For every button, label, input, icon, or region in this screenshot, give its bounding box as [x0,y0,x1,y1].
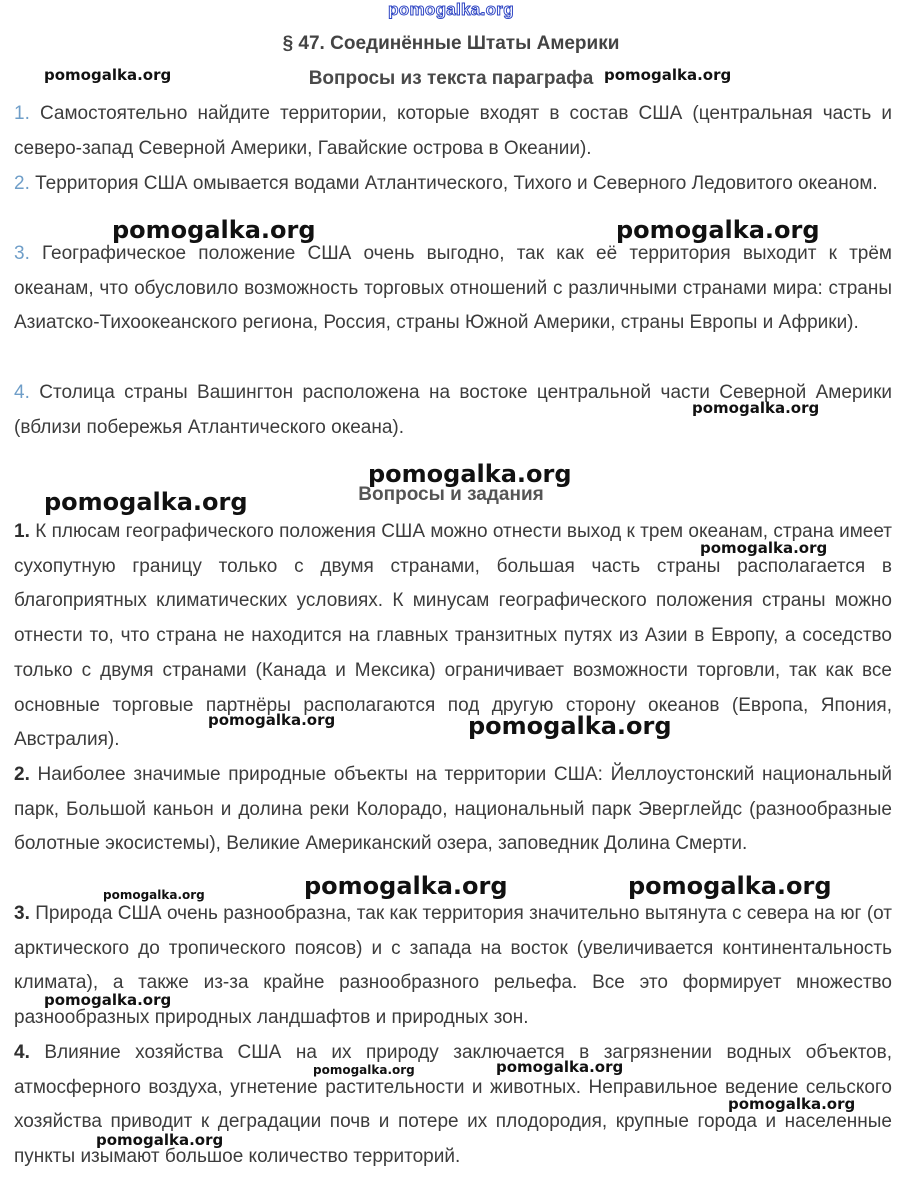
watermark: pomogalka.org [96,1131,224,1149]
page-title: § 47. Соединённые Штаты Америки [282,33,620,54]
watermark: pomogalka.org [208,711,336,729]
question-text: Самостоятельно найдите территории, которые входят в состав США (центральная часть и северо-запад Северной Америки, Гавайские острова в Океании). [14,103,892,159]
watermark: pomogalka.org [44,488,248,516]
watermark: pomogalka.org [700,539,828,557]
watermark: pomogalka.org [112,216,316,244]
watermark: pomogalka.org [304,872,508,900]
task-number: 3. [14,903,30,924]
watermark: pomogalka.org [628,872,832,900]
section-subtitle: Вопросы из текста параграфа [308,68,594,89]
question-number: 3. [14,243,30,264]
text-question-2 [14,167,892,202]
watermark: pomogalka.org [313,1063,415,1077]
watermark: pomogalka.org [728,1095,856,1113]
question-number: 1. [14,103,30,124]
watermark: pomogalka.org [496,1058,624,1076]
watermark: pomogalka.org [103,888,205,902]
task-text: Влияние хозяйства США на их природу заключается в загрязнении водных объектов, атмосферного воздуха, угнетение растительности и животных. Неправильное ведение сельского хозяйства приводит к деградации почв и потере их плодородия, крупные города и населенные пункты изымают большое количество территорий. [14,1042,892,1168]
question-number: 2. [14,173,30,194]
question-text: Географическое положение США очень выгодно, так как её территория выходит к трём океанам, что обусловило возможность торговых отношений с различными странами мира: страны Азиатско-Тихоокеанского региона, Россия, страны Южной Америки, страны Европы и Африки). [14,243,892,334]
watermark: pomogalka.org [692,399,820,417]
watermark: pomogalka.org [368,460,572,488]
section-title-tasks: Вопросы и задания [358,484,544,505]
watermark: pomogalka.org [468,712,672,740]
question-text: Территория США омывается водами Атлантического, Тихого и Северного Ледовитого океаном. [29,173,878,194]
watermark: pomogalka.org [44,991,172,1009]
text-question-3 [14,237,892,341]
watermark: pomogalka.org [616,216,820,244]
task-text: К плюсам географического положения США можно отнести выход к трем океанам, страна имеет сухопутную границу только с двумя странами, большая часть страны располагается в благоприятных климатических условиях. К минусам географического положения страны можно отнести то, что страна не находится на главных транзитных путях из Азии в Европу, а соседство только с двумя странами (Канада и Мексика) ограничивает возможности торговли, так как все основные торговые партнёры располагаются под другую сторону океанов (Европа, Япония, Австралия). [14,521,892,751]
task-number: 2. [14,764,30,785]
task-3 [14,897,892,1036]
task-number: 1. [14,521,30,542]
watermark: pomogalka.org [604,66,732,84]
task-text: Наиболее значимые природные объекты на территории США: Йеллоустонский национальный парк, Большой каньон и долина реки Колорадо, национальный парк Эверглейдс (разнообразные болотные экосистемы), Великие Американский озера, заповедник Долина Смерти. [14,764,892,855]
watermark: pomogalka.org [44,66,172,84]
top-watermark: pomogalka.org [388,0,514,19]
question-text: Столица страны Вашингтон расположена на востоке центральной части Северной Америки (вблизи побережья Атлантического океана). [14,382,892,438]
question-number: 4. [14,382,30,403]
task-2 [14,758,892,862]
task-text: Природа США очень разнообразна, так как территория значительно вытянута с севера на юг (от арктического до тропического поясов) и с запада на восток (увеличивается континентальность климата), а также из-за крайне разнообразного рельефа. Все это формирует множество разнообразных природных ландшафтов и природных зон. [14,903,892,1029]
task-number: 4. [14,1042,30,1063]
text-question-1 [14,97,892,166]
